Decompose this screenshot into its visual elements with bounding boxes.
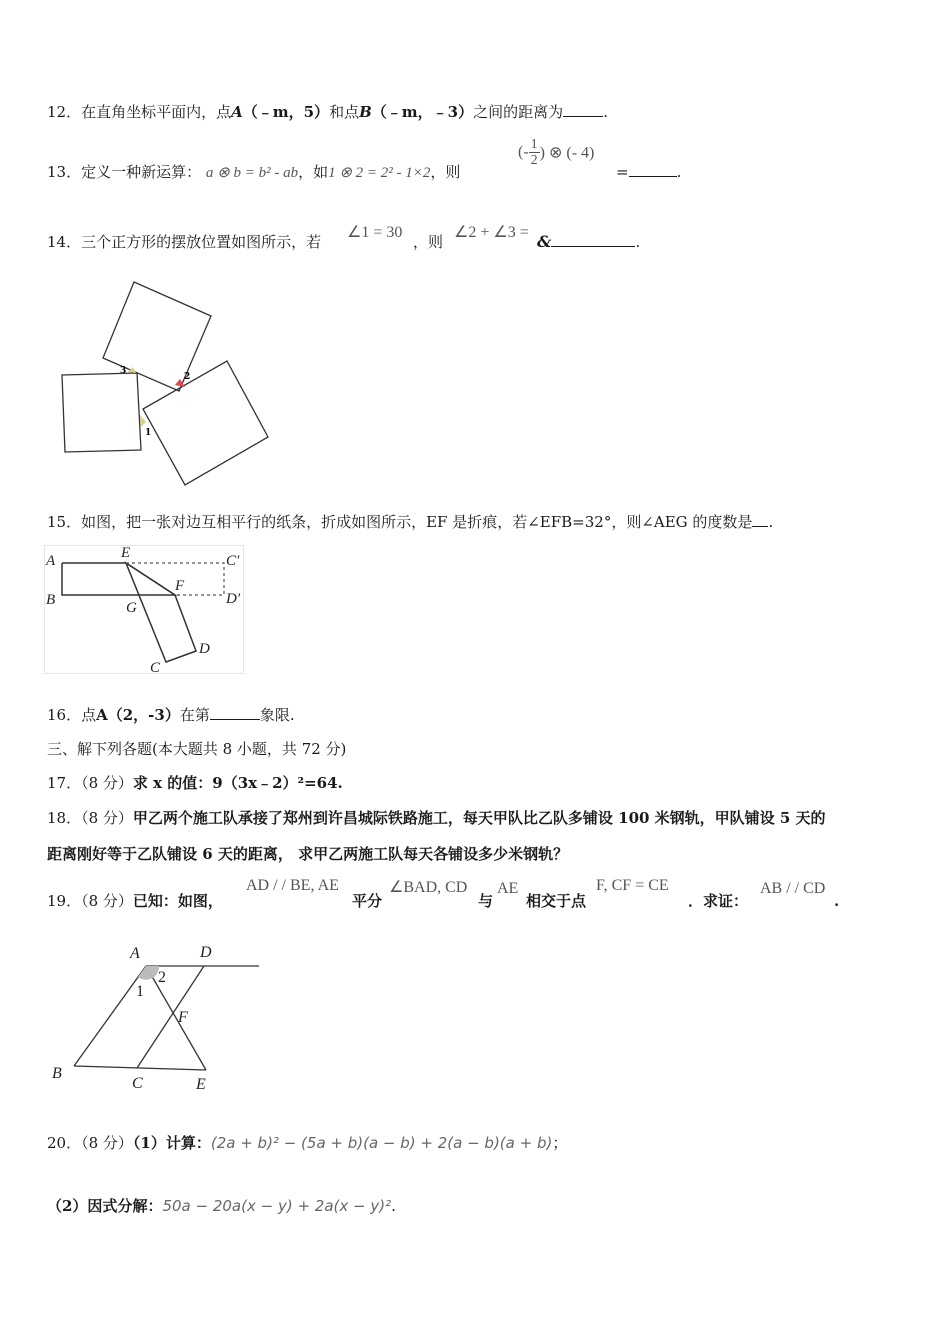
q14-number: 14． bbox=[47, 233, 82, 251]
q12-coord-a: （﹣m，5） bbox=[242, 103, 330, 121]
q20-sep-1: ； bbox=[552, 1134, 568, 1152]
q17-text: 求 x 的值：9（3x﹣2）²=64. bbox=[132, 774, 343, 792]
left-square bbox=[62, 373, 141, 452]
question-12 bbox=[47, 102, 608, 122]
q13-expression bbox=[518, 137, 594, 168]
q13-frac-den: 2 bbox=[530, 153, 538, 168]
q19-text-a: 已知：如图， bbox=[132, 892, 223, 910]
q16-point: A bbox=[96, 706, 108, 724]
q13-example: 1 ⊗ 2 = 2² - 1×2 bbox=[328, 165, 431, 181]
q19-math-2: ∠BAD, CD bbox=[389, 879, 468, 896]
q19-text-e: ．求证： bbox=[688, 892, 749, 910]
q20-score: （8 分） bbox=[81, 1134, 133, 1152]
q12-text-a: 在直角坐标平面内，点 bbox=[81, 103, 232, 121]
q13-fraction bbox=[529, 137, 540, 168]
q19-text-c: 与 bbox=[478, 892, 494, 910]
section-3-heading: 三、解下列各题(本大题共 8 小题，共 72 分) bbox=[47, 740, 347, 758]
label-B: B bbox=[46, 592, 56, 608]
q12-point-a: A bbox=[231, 103, 243, 121]
q17-score: （8 分） bbox=[81, 774, 133, 792]
q19-math-4: F, CF = CE bbox=[596, 877, 669, 894]
q20-number: 20． bbox=[47, 1134, 82, 1152]
question-13 bbox=[47, 162, 460, 183]
q20-part1-label: （1）计算： bbox=[132, 1134, 211, 1152]
strip-outline bbox=[62, 563, 175, 595]
label-C: C bbox=[150, 660, 161, 675]
question-17 bbox=[47, 773, 343, 793]
line-BE bbox=[74, 1066, 206, 1070]
label-G: G bbox=[126, 600, 137, 616]
q13-end: . bbox=[676, 163, 682, 181]
q13-text-c: ，则 bbox=[430, 163, 461, 181]
question-20-part-2 bbox=[47, 1196, 396, 1216]
q13-eq: = bbox=[616, 163, 629, 181]
q13-formula: a ⊗ b = b² - ab bbox=[205, 165, 299, 181]
q14-ask: ∠2 + ∠3 = bbox=[454, 224, 529, 241]
line-AB bbox=[74, 966, 146, 1066]
question-16 bbox=[47, 705, 295, 725]
q19-math-5: AB / / CD bbox=[760, 880, 826, 897]
question-14 bbox=[47, 232, 321, 252]
angle-1-mark bbox=[140, 415, 146, 427]
q16-number: 16． bbox=[47, 706, 82, 724]
label-E: E bbox=[196, 1076, 206, 1093]
q15-answer-blank[interactable] bbox=[752, 512, 768, 527]
q19-text-d: 相交于点 bbox=[526, 892, 587, 910]
q15-text: 如图，把一张对边互相平行的纸条，折成如图所示，EF 是折痕，若∠EFB=32°，则∠AEG 的度数是 bbox=[81, 513, 753, 531]
q19-math-3: AE bbox=[497, 880, 519, 897]
question-20-part-1 bbox=[47, 1133, 567, 1153]
q19-math-1: AD / / BE, AE bbox=[246, 877, 339, 894]
right-square bbox=[143, 361, 268, 485]
label-A: A bbox=[130, 945, 140, 962]
q14-text-a: 三个正方形的摆放位置如图所示，若 bbox=[81, 233, 322, 251]
q15-figure bbox=[44, 545, 249, 675]
q12-answer-blank[interactable] bbox=[563, 102, 603, 117]
question-15 bbox=[47, 512, 773, 532]
q20-expr-2: 50a − 20a(x − y) + 2a(x − y)² bbox=[162, 1197, 392, 1215]
label-C-prime: C′ bbox=[226, 553, 240, 569]
angle-arc bbox=[138, 966, 159, 980]
line-CD bbox=[137, 966, 204, 1068]
line-AE bbox=[146, 966, 206, 1070]
label-C: C bbox=[132, 1075, 143, 1092]
q14-text-b: ，则 bbox=[413, 233, 444, 251]
q14-answer-line bbox=[537, 232, 640, 252]
angle-label-3: 3 bbox=[120, 366, 127, 376]
q12-coord-b: （﹣m，﹣3） bbox=[371, 103, 474, 121]
label-B: B bbox=[52, 1065, 62, 1082]
label-D: D bbox=[199, 641, 210, 657]
q17-number: 17． bbox=[47, 774, 82, 792]
question-19 bbox=[47, 891, 223, 911]
q16-answer-blank[interactable] bbox=[210, 705, 260, 720]
label-E: E bbox=[121, 545, 131, 561]
q12-point-b: B bbox=[359, 103, 372, 121]
q13-text-a: 定义一种新运算： bbox=[81, 163, 202, 181]
q14-answer-blank[interactable] bbox=[551, 232, 635, 247]
q18-number: 18． bbox=[47, 809, 82, 827]
q16-text-b: 在第 bbox=[179, 706, 210, 724]
q20-sep-2: . bbox=[391, 1197, 396, 1215]
q13-frac-num: 1 bbox=[530, 137, 538, 152]
q19-number: 19． bbox=[47, 892, 82, 910]
q14-given: ∠1 = 30 bbox=[347, 224, 403, 241]
q13-answer-line bbox=[616, 162, 681, 182]
q20-part2-label: （2）因式分解： bbox=[47, 1197, 163, 1215]
q13-text-b: ，如 bbox=[298, 163, 329, 181]
q12-number: 12． bbox=[47, 103, 82, 121]
q16-coord: （2，-3） bbox=[107, 706, 180, 724]
q19-figure bbox=[44, 938, 274, 1098]
q18-line1: 甲乙两个施工队承接了郑州到许昌城际铁路施工，每天甲队比乙队多铺设 100 米钢轨，甲队铺设 5 天的 bbox=[132, 809, 826, 827]
q18-line2: 距离刚好等于乙队铺设 6 天的距离， 求甲乙两施工队每天各铺设多少米钢轨？ bbox=[47, 845, 569, 863]
q16-text-a: 点 bbox=[81, 706, 97, 724]
label-D: D bbox=[200, 944, 212, 961]
label-A: A bbox=[46, 553, 56, 569]
label-1: 1 bbox=[136, 983, 144, 1000]
q18-score: （8 分） bbox=[81, 809, 133, 827]
q19-end: . bbox=[834, 892, 840, 910]
q16-text-c: 象限. bbox=[259, 706, 295, 724]
q12-end: . bbox=[603, 103, 608, 121]
q13-expr-close: ) ⊗ (- 4) bbox=[539, 144, 595, 162]
label-2: 2 bbox=[158, 969, 166, 986]
angle-label-2: 2 bbox=[184, 372, 191, 382]
label-F: F bbox=[175, 578, 185, 594]
label-D-prime: D′ bbox=[226, 591, 241, 607]
q15-end: . bbox=[768, 513, 774, 531]
q14-mark: & bbox=[537, 232, 552, 251]
q13-answer-blank[interactable] bbox=[629, 162, 677, 177]
q13-expr-open: (- bbox=[518, 143, 529, 161]
q19-score: （8 分） bbox=[81, 892, 133, 910]
q14-end: . bbox=[635, 233, 641, 251]
label-F: F bbox=[178, 1009, 188, 1026]
q12-text-b: 和点 bbox=[329, 103, 360, 121]
q15-number: 15． bbox=[47, 513, 82, 531]
q13-number: 13． bbox=[47, 163, 82, 181]
question-18-line-1 bbox=[47, 808, 826, 828]
q14-figure bbox=[50, 275, 280, 495]
q12-text-c: 之间的距离为 bbox=[473, 103, 564, 121]
q20-expr-1: (2a + b)² − (5a + b)(a − b) + 2(a − b)(a + b) bbox=[210, 1134, 553, 1152]
angle-label-1: 1 bbox=[145, 428, 152, 438]
q19-text-b: 平分 bbox=[352, 892, 383, 910]
